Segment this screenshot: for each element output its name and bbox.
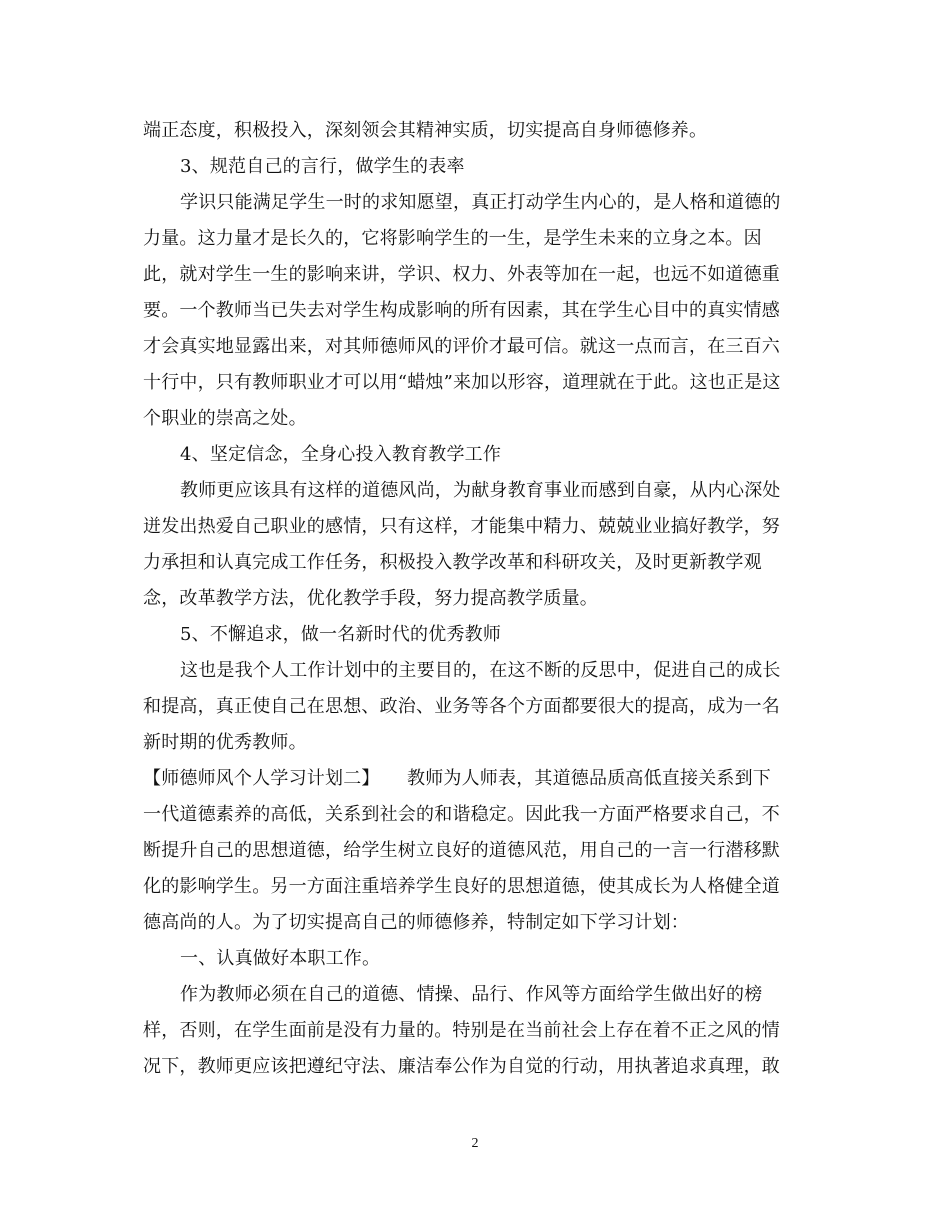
text-line: 此，就对学生一生的影响来讲，学识、权力、外表等加在一起，也远不如道德重 — [143, 264, 780, 285]
text-line: 端正态度，积极投入，深刻领会其精神实质，切实提高自身师德修养。 — [143, 120, 708, 141]
text-line: 教师更应该具有这样的道德风尚，为献身教育事业而感到自豪，从内心深处 — [180, 480, 781, 501]
text-line: 断提升自己的思想道德，给学生树立良好的道德风范，用自己的一言一行潜移默 — [143, 840, 780, 861]
section-heading-5: 5、不懈追求，做一名新时代的优秀教师 — [180, 624, 502, 645]
text-line: 样，否则，在学生面前是没有力量的。特别是在当前社会上存在着不正之风的情 — [143, 1020, 780, 1041]
text-line: 和提高，真正使自己在思想、政治、业务等各个方面都要很大的提高，成为一名 — [143, 696, 780, 717]
text-line: 这也是我个人工作计划中的主要目的，在这不断的反思中，促进自己的成长 — [180, 660, 781, 681]
plan-title-line: 【师德师风个人学习计划二】 教师为人师表，其道德品质高低直接关系到下 — [143, 768, 771, 789]
section-heading-3: 3、规范自己的言行，做学生的表率 — [180, 156, 465, 177]
text-line: 一代道德素养的高低，关系到社会的和谐稳定。因此我一方面严格要求自己，不 — [143, 804, 780, 825]
section-heading-one: 一、认真做好本职工作。 — [180, 948, 381, 969]
text-line: 个职业的崇高之处。 — [143, 408, 307, 429]
text-line: 化的影响学生。另一方面注重培养学生良好的思想道德，使其成长为人格健全道 — [143, 876, 780, 897]
text-line: 作为教师必须在自己的道德、情操、品行、作风等方面给学生做出好的榜 — [180, 984, 763, 1005]
text-line: 才会真实地显露出来，对其师德师风的评价才最可信。就这一点而言，在三百六 — [143, 336, 780, 357]
document-body — [143, 113, 803, 1085]
text-line: 学识只能满足学生一时的求知愿望，真正打动学生内心的，是人格和道德的 — [180, 192, 781, 213]
text-line: 力承担和认真完成工作任务，积极投入教学改革和科研攻关，及时更新教学观 — [143, 552, 762, 573]
text-line: 念，改革教学方法，优化教学手段，努力提高教学质量。 — [143, 588, 598, 609]
section-heading-4: 4、坚定信念，全身心投入教育教学工作 — [180, 444, 502, 465]
text-line: 德高尚的人。为了切实提高自己的师德修养，特制定如下学习计划： — [143, 912, 689, 933]
text-line: 迸发出热爱自己职业的感情，只有这样，才能集中精力、兢兢业业搞好教学，努 — [143, 516, 780, 537]
text-line: 新时期的优秀教师。 — [143, 732, 307, 753]
text-line: 况下，教师更应该把遵纪守法、廉洁奉公作为自觉的行动，用执著追求真理，敢 — [143, 1056, 780, 1077]
text-line: 十行中，只有教师职业才可以用“蜡烛”来加以形容，道理就在于此。这也正是这 — [143, 372, 781, 393]
text-line: 要。一个教师当已失去对学生构成影响的所有因素，其在学生心目中的真实情感 — [143, 300, 780, 321]
text-line: 力量。这力量才是长久的，它将影响学生的一生，是学生未来的立身之本。因 — [143, 228, 762, 249]
page-number: 2 — [471, 1136, 479, 1151]
